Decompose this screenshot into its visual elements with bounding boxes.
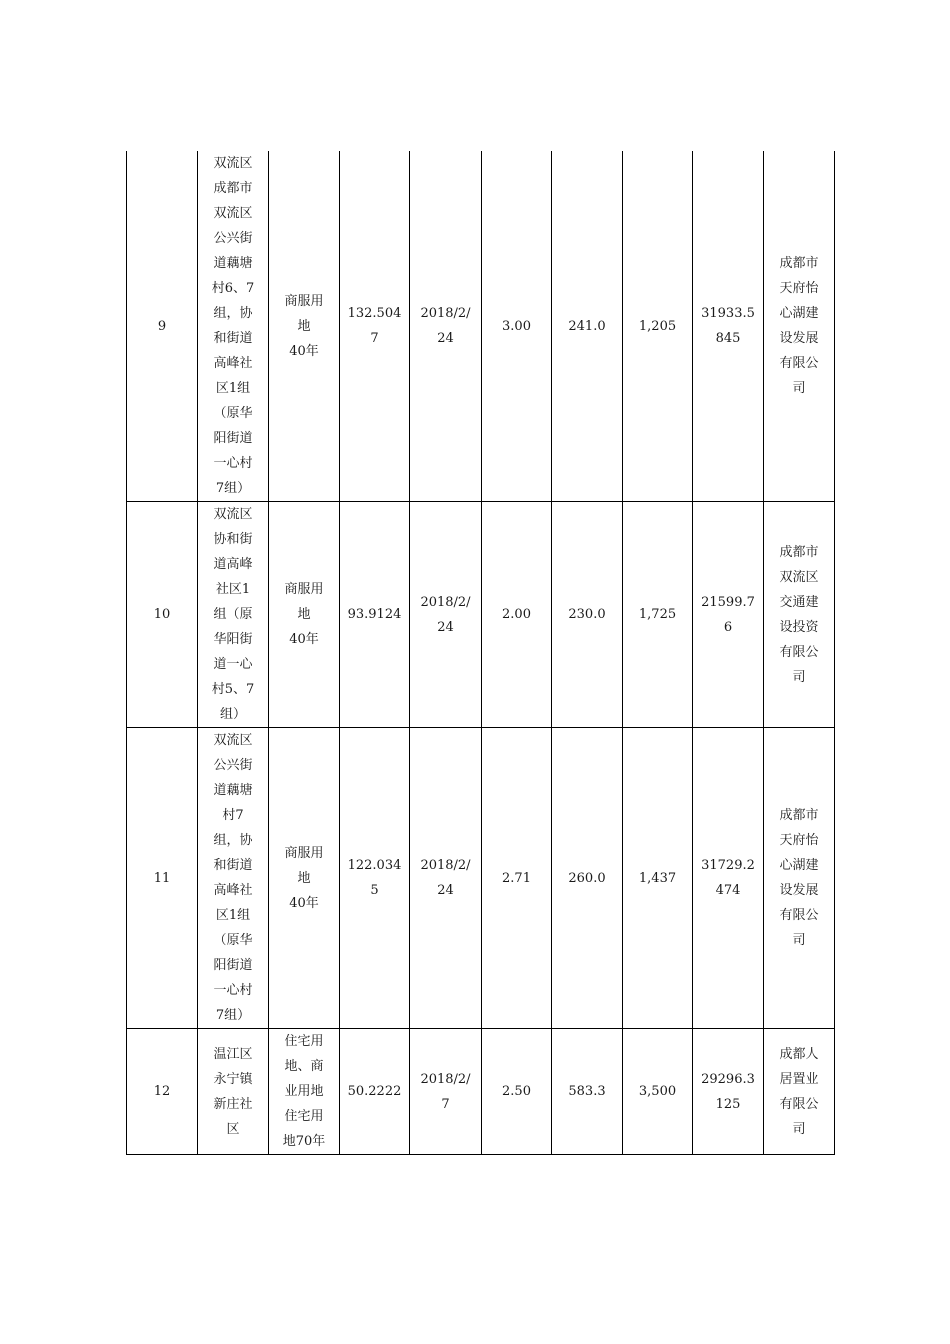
land-use-cell: 商服用 地 40年 — [269, 151, 340, 502]
total-price-cell: 29296.3 125 — [693, 1029, 764, 1155]
floor-price-cell: 1,205 — [623, 151, 693, 502]
row-number: 12 — [127, 1029, 198, 1155]
buyer-cell: 成都市 天府怡 心湖建 设发展 有限公 司 — [764, 151, 835, 502]
table-row — [127, 151, 835, 502]
date-cell: 2018/2/ 24 — [410, 151, 482, 502]
date-cell: 2018/2/ 24 — [410, 502, 482, 728]
buyer-cell: 成都市 天府怡 心湖建 设发展 有限公 司 — [764, 728, 835, 1029]
unit-price-cell: 260.0 — [552, 728, 623, 1029]
row-number: 10 — [127, 502, 198, 728]
floor-price-cell: 1,725 — [623, 502, 693, 728]
date-cell: 2018/2/ 24 — [410, 728, 482, 1029]
land-use-cell: 商服用 地 40年 — [269, 502, 340, 728]
location-cell: 双流区 成都市 双流区 公兴街 道藕塘 村6、7 组，协 和街道 高峰社 区1组 （原华 阳街道 一心村 7组） — [198, 151, 269, 502]
land-transaction-table — [126, 151, 835, 1155]
area-cell: 93.9124 — [340, 502, 410, 728]
table-row — [127, 502, 835, 728]
area-cell: 132.504 7 — [340, 151, 410, 502]
row-number: 11 — [127, 728, 198, 1029]
row-number: 9 — [127, 151, 198, 502]
plot-ratio-cell: 3.00 — [482, 151, 552, 502]
floor-price-cell: 1,437 — [623, 728, 693, 1029]
table-row — [127, 728, 835, 1029]
plot-ratio-cell: 2.71 — [482, 728, 552, 1029]
total-price-cell: 31729.2 474 — [693, 728, 764, 1029]
plot-ratio-cell: 2.50 — [482, 1029, 552, 1155]
buyer-cell: 成都人 居置业 有限公 司 — [764, 1029, 835, 1155]
unit-price-cell: 583.3 — [552, 1029, 623, 1155]
unit-price-cell: 230.0 — [552, 502, 623, 728]
location-cell: 温江区 永宁镇 新庄社 区 — [198, 1029, 269, 1155]
date-cell: 2018/2/ 7 — [410, 1029, 482, 1155]
land-use-cell: 商服用 地 40年 — [269, 728, 340, 1029]
plot-ratio-cell: 2.00 — [482, 502, 552, 728]
total-price-cell: 21599.7 6 — [693, 502, 764, 728]
table-row — [127, 1029, 835, 1155]
location-cell: 双流区 协和街 道高峰 社区1 组（原 华阳街 道一心 村5、7 组） — [198, 502, 269, 728]
area-cell: 50.2222 — [340, 1029, 410, 1155]
area-cell: 122.034 5 — [340, 728, 410, 1029]
buyer-cell: 成都市 双流区 交通建 设投资 有限公 司 — [764, 502, 835, 728]
land-use-cell: 住宅用 地、商 业用地 住宅用 地70年 — [269, 1029, 340, 1155]
floor-price-cell: 3,500 — [623, 1029, 693, 1155]
total-price-cell: 31933.5 845 — [693, 151, 764, 502]
unit-price-cell: 241.0 — [552, 151, 623, 502]
location-cell: 双流区 公兴街 道藕塘 村7 组，协 和街道 高峰社 区1组 （原华 阳街道 一心村 7组） — [198, 728, 269, 1029]
